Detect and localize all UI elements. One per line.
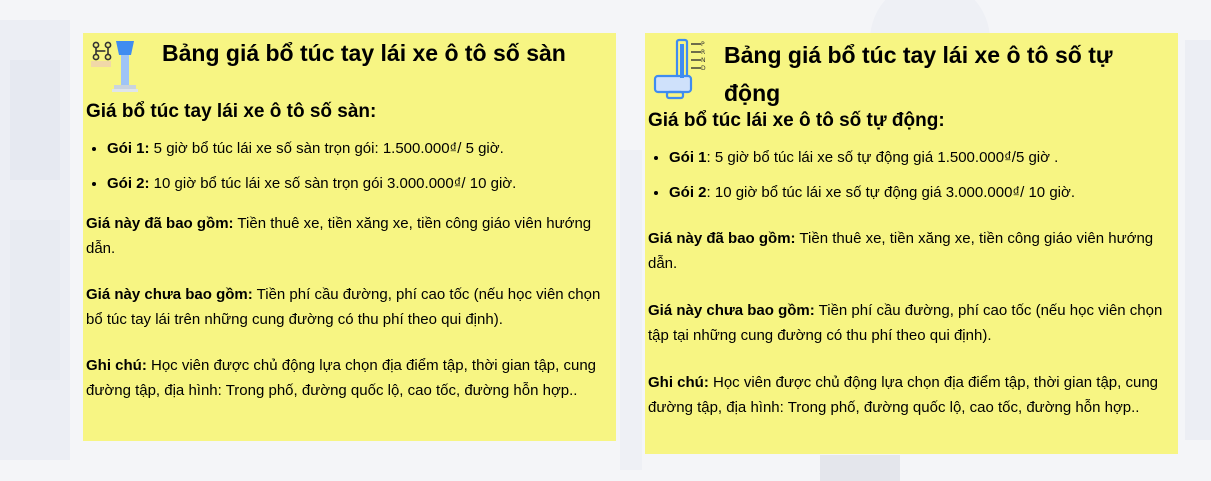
- list-item: • Gói 1: 5 giờ bổ túc lái xe số sàn trọn gói: 1.500.000₫/ 5 giờ.: [107, 139, 608, 159]
- excluded-note: Giá này chưa bao gồm: Tiền phí cầu đường, phí cao tốc (nếu học viên chọn bổ túc tay lái trên những cung đường có thu phí theo qui định).: [86, 286, 601, 328]
- remark-note: Ghi chú: Học viên được chủ động lựa chọn địa điểm tập, thời gian tập, cung đường tập, địa hình: Trong phố, đường quốc lộ, cao tốc, đường hỗn hợp..: [86, 357, 597, 399]
- excluded-note: Giá này chưa bao gồm: Tiền phí cầu đường, phí cao tốc (nếu học viên chọn tập tại những cung đường có thu phí theo qui định).: [648, 302, 1163, 344]
- included-note: Giá này đã bao gồm: Tiền thuê xe, tiền xăng xe, tiền công giáo viên hướng dẫn.: [648, 230, 1154, 272]
- list-item: • Gói 1: 5 giờ bổ túc lái xe số tự động giá 1.500.000₫/5 giờ .: [669, 148, 1170, 168]
- list-item: • Gói 2: 10 giờ bổ túc lái xe số tự động giá 3.000.000₫/ 10 giờ.: [669, 183, 1170, 203]
- package-list: [648, 148, 1170, 203]
- svg-text:R: R: [701, 49, 706, 56]
- card-title: Bảng giá bổ túc tay lái xe ô tô số tự động: [724, 42, 1113, 106]
- svg-text:N: N: [701, 57, 706, 64]
- card-subtitle: Giá bổ túc lái xe ô tô số tự động:: [648, 110, 945, 131]
- included-note: Giá này đã bao gồm: Tiền thuê xe, tiền xăng xe, tiền công giáo viên hướng dẫn.: [86, 215, 592, 257]
- card-subtitle: Giá bổ túc tay lái xe ô tô số sàn:: [86, 101, 377, 122]
- automatic-gear-shifter-icon: [648, 33, 724, 107]
- package-list: [86, 139, 608, 194]
- manual-price-card: [83, 33, 616, 441]
- svg-text:P: P: [701, 41, 705, 48]
- remark-note: Ghi chú: Học viên được chủ động lựa chọn địa điểm tập, thời gian tập, cung đường tập, địa hình: Trong phố, đường quốc lộ, cao tốc, đường hỗn hợp..: [648, 374, 1159, 416]
- automatic-price-card: [645, 33, 1178, 454]
- list-item: • Gói 2: 10 giờ bổ túc lái xe số sàn trọn gói 3.000.000₫/ 10 giờ.: [107, 174, 608, 194]
- manual-gear-stick-icon: [86, 33, 162, 104]
- svg-text:D: D: [701, 65, 706, 72]
- card-title: Bảng giá bổ túc tay lái xe ô tô số sàn: [162, 40, 566, 66]
